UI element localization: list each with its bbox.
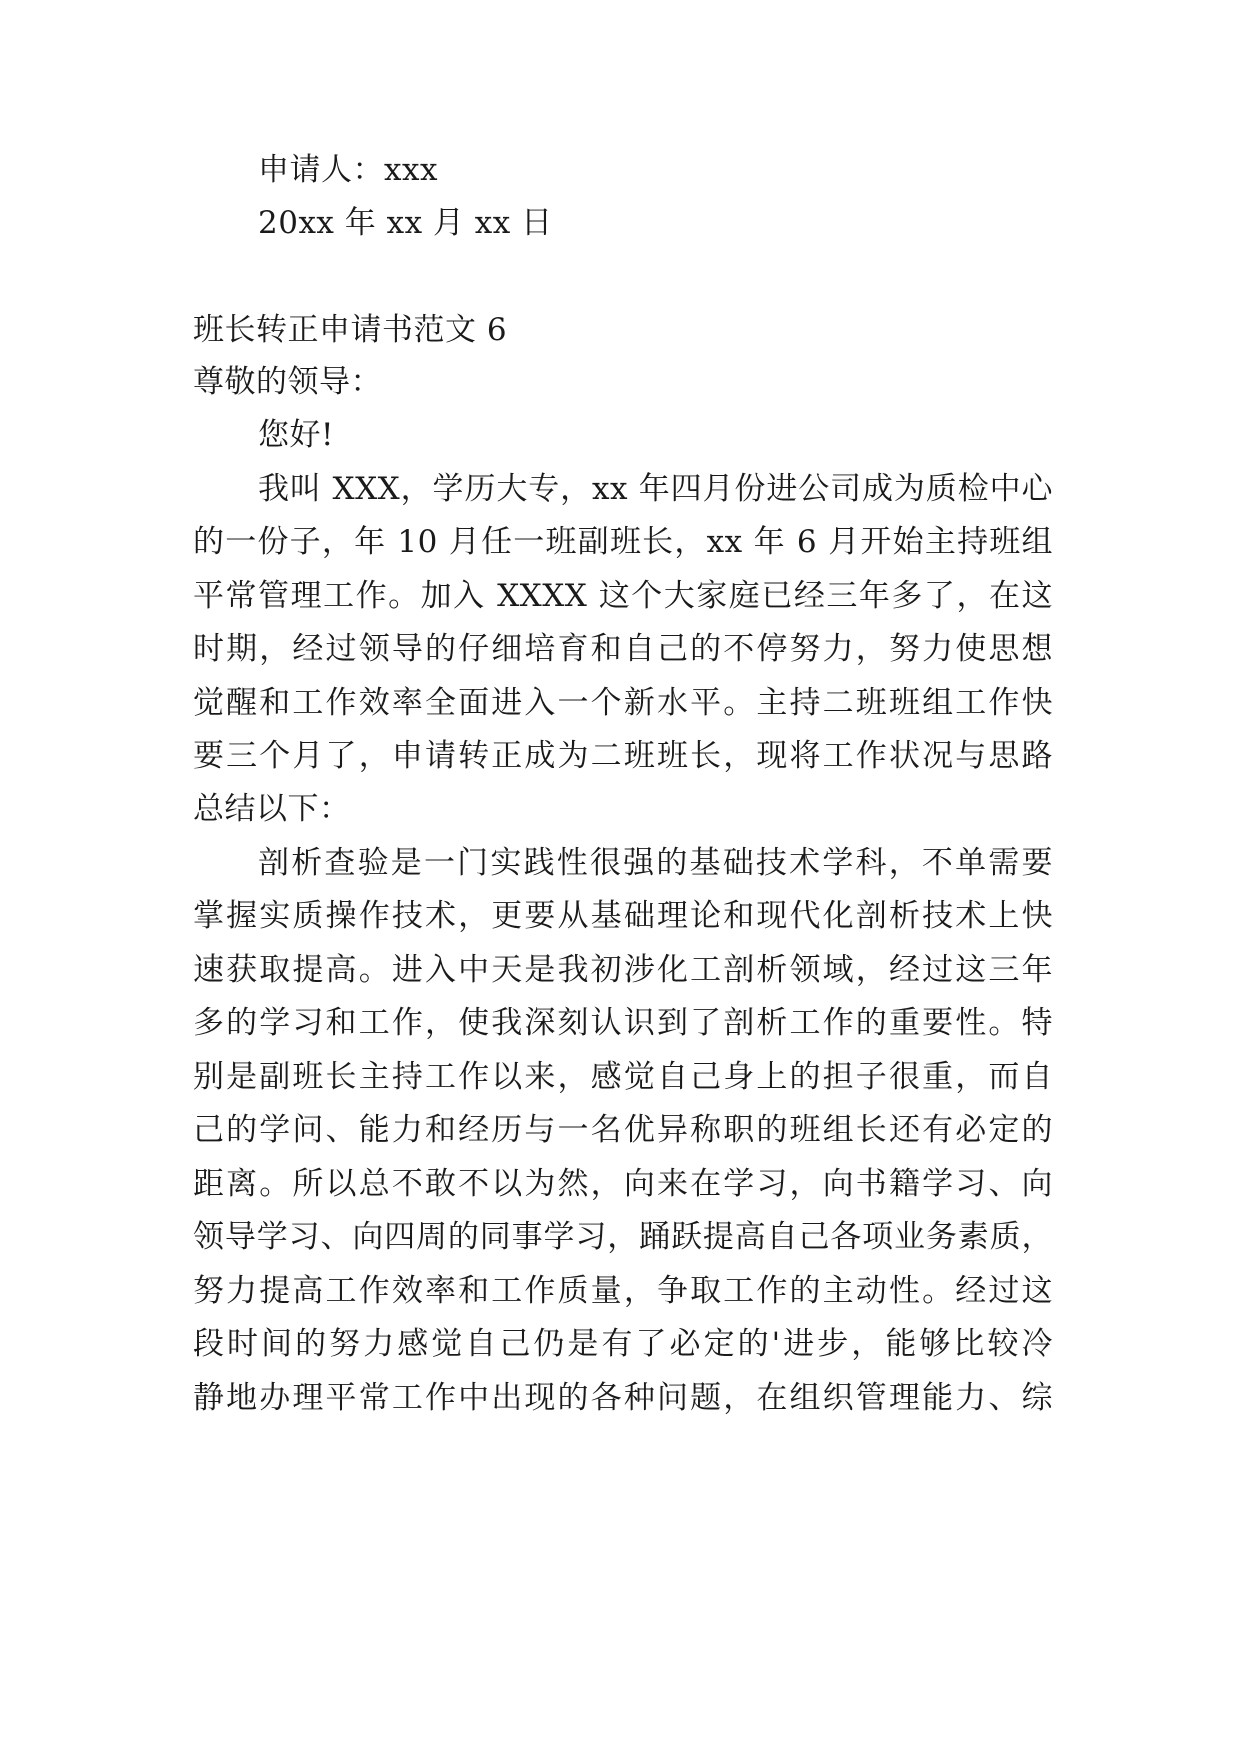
paragraph-2-line: 掌握实质操作技术，更要从基础理论和现代化剖析技术上快 (193, 898, 1053, 934)
date-line: 20xx 年 xx 月 xx 日 (258, 205, 553, 241)
paragraph-2-line: 领导学习、向四周的同事学习，踊跃提高自己各项业务素质， (193, 1219, 1053, 1255)
salutation: 尊敬的领导： (193, 364, 382, 400)
paragraph-2-line: 努力提高工作效率和工作质量，争取工作的主动性。经过这 (193, 1273, 1053, 1309)
paragraph-1-line: 时期，经过领导的仔细培育和自己的不停努力，努力使思想 (193, 631, 1053, 667)
paragraph-1-line: 觉醒和工作效率全面进入一个新水平。主持二班班组工作快 (193, 685, 1053, 721)
paragraph-2-line: 多的学习和工作，使我深刻认识到了剖析工作的重要性。特 (193, 1005, 1053, 1041)
paragraph-2-line: 己的学问、能力和经历与一名优异称职的班组长还有必定的 (193, 1112, 1053, 1148)
document-title: 班长转正申请书范文 6 (193, 312, 508, 348)
paragraph-1-line: 要三个月了，申请转正成为二班班长，现将工作状况与思路 (193, 738, 1053, 774)
paragraph-1-line: 的一份子，年 10 月任一班副班长，xx 年 6 月开始主持班组 (193, 524, 1053, 560)
paragraph-2-line: 距离。所以总不敢不以为然，向来在学习，向书籍学习、向 (193, 1166, 1053, 1202)
paragraph-2-line: 剖析查验是一门实践性很强的基础技术学科，不单需要 (258, 845, 1053, 881)
greeting: 您好! (258, 417, 334, 453)
paragraph-2-line: 静地办理平常工作中出现的各种问题，在组织管理能力、综 (193, 1380, 1053, 1416)
paragraph-1-line: 总结以下： (193, 791, 351, 827)
applicant-line: 申请人：xxx (258, 152, 438, 188)
paragraph-2-line: 速获取提高。进入中天是我初涉化工剖析领域，经过这三年 (193, 952, 1053, 988)
paragraph-2-line: 段时间的努力感觉自己仍是有了必定的'进步，能够比较冷 (193, 1326, 1053, 1362)
paragraph-2-line: 别是副班长主持工作以来，感觉自己身上的担子很重，而自 (193, 1059, 1053, 1095)
paragraph-1-line: 我叫 XXX，学历大专，xx 年四月份进公司成为质检中心 (258, 471, 1053, 507)
paragraph-1-line: 平常管理工作。加入 XXXX 这个大家庭已经三年多了，在这 (193, 578, 1053, 614)
